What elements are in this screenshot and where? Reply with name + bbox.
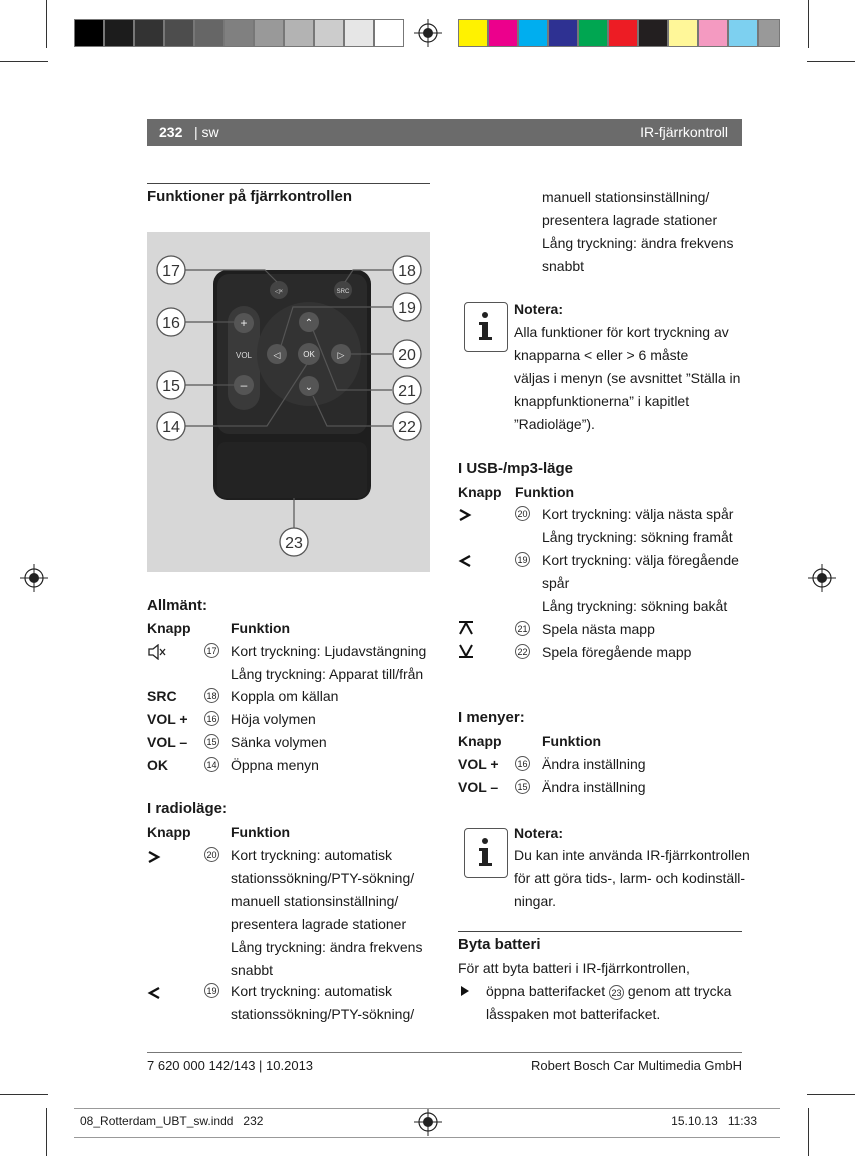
ref-number: 15 <box>515 779 530 794</box>
callout-label: 18 <box>398 263 416 280</box>
mute-icon <box>147 644 167 660</box>
folder-up-icon <box>458 620 474 636</box>
page-header-bar <box>147 119 742 146</box>
column-header-key: Knapp <box>458 733 502 749</box>
body-text: För att byta batteri i IR-fjärrkontrollen, <box>458 960 690 976</box>
callout-label: 22 <box>398 419 416 436</box>
key-label: VOL – <box>147 734 188 750</box>
section-title: IR-fjärrkontroll <box>640 124 728 140</box>
function-text: Öppna menyn <box>231 757 319 773</box>
column-header-key: Knapp <box>458 484 502 500</box>
function-text: snabbt <box>231 962 274 978</box>
key-label: VOL + <box>147 711 188 727</box>
chevron-right-icon <box>458 508 472 522</box>
function-text: Ändra inställning <box>542 779 646 795</box>
svg-text:OK: OK <box>303 350 315 359</box>
ref-number: 15 <box>204 734 219 749</box>
registration-mark-icon <box>20 564 48 592</box>
svg-text:+: + <box>240 316 248 330</box>
footer-company: Robert Bosch Car Multimedia GmbH <box>531 1058 742 1073</box>
function-text: Kort tryckning: välja nästa spår <box>542 506 734 522</box>
svg-text:–: – <box>240 378 248 392</box>
section-rule <box>147 183 430 184</box>
step-text: låsspaken mot batterifacket. <box>486 1006 661 1022</box>
ref-number: 19 <box>204 983 219 998</box>
ref-number: 18 <box>204 688 219 703</box>
continued-text: Lång tryckning: ändra frekvens <box>542 235 734 251</box>
continued-text: manuell stationsinställning/ <box>542 189 710 205</box>
page-number: 232 <box>159 124 183 140</box>
callout-label: 19 <box>398 300 416 317</box>
bullet-arrow-icon <box>460 985 470 997</box>
key-label: SRC <box>147 688 177 704</box>
function-text: Lång tryckning: sökning framåt <box>542 529 733 545</box>
column-header-function: Funktion <box>542 733 602 749</box>
subsection-heading: I radioläge: <box>147 800 228 817</box>
remote-control-figure <box>147 232 430 572</box>
key-label: OK <box>147 757 168 773</box>
ref-number: 21 <box>515 621 530 636</box>
registration-mark-icon <box>808 564 836 592</box>
function-text: stationssökning/PTY-sökning/ <box>231 1006 415 1022</box>
callout-label: 20 <box>398 347 416 364</box>
subsection-heading: I menyer: <box>458 709 525 726</box>
continued-text: snabbt <box>542 258 585 274</box>
function-text: Spela nästa mapp <box>542 621 655 637</box>
svg-text:◁×: ◁× <box>274 289 284 295</box>
note-text: Du kan inte använda IR-fjärrkontrollen <box>514 847 750 863</box>
function-text: Lång tryckning: ändra frekvens <box>231 939 423 955</box>
note-text: Alla funktioner för kort tryckning av <box>514 324 729 340</box>
note-text: väljas i menyn (se avsnittet ”Ställa in <box>514 370 741 386</box>
svg-text:VOL: VOL <box>235 351 253 360</box>
function-text: Kort tryckning: välja föregående <box>542 552 739 568</box>
callout-label: 23 <box>285 535 303 552</box>
function-text: Lång tryckning: Apparat till/från <box>231 666 424 682</box>
note-text: knapparna < eller > 6 måste <box>514 347 689 363</box>
function-text: Kort tryckning: automatisk <box>231 983 393 999</box>
svg-text:◁: ◁ <box>273 350 281 360</box>
callout-label: 16 <box>162 315 180 332</box>
svg-text:⌃: ⌃ <box>304 318 314 329</box>
function-text: spår <box>542 575 570 591</box>
registration-mark-icon <box>414 19 442 47</box>
ref-number: 16 <box>204 711 219 726</box>
callout-label: 14 <box>162 419 180 436</box>
function-text: Höja volymen <box>231 711 316 727</box>
ref-number: 19 <box>515 552 530 567</box>
function-text: Lång tryckning: sökning bakåt <box>542 598 728 614</box>
svg-text:SRC: SRC <box>336 289 350 295</box>
note-title: Notera: <box>514 301 564 317</box>
column-header-function: Funktion <box>231 824 291 840</box>
function-text: Sänka volymen <box>231 734 327 750</box>
function-text: manuell stationsinställning/ <box>231 893 399 909</box>
column-header-function: Funktion <box>515 484 575 500</box>
step-text: öppna batterifacket 23 genom att trycka <box>486 983 732 999</box>
ref-number: 20 <box>204 847 219 862</box>
callout-label: 17 <box>162 263 180 280</box>
chevron-right-icon <box>147 850 161 864</box>
function-text: Kort tryckning: automatisk <box>231 847 393 863</box>
column-header-function: Funktion <box>231 620 291 636</box>
key-label: VOL – <box>458 779 499 795</box>
note-text: ”Radioläge”). <box>514 416 595 432</box>
footer-doc-number: 7 620 000 142/143 | 10.2013 <box>147 1058 314 1073</box>
section-rule <box>458 931 742 932</box>
note-text: ningar. <box>514 893 557 909</box>
footer-rule <box>147 1052 742 1053</box>
ref-number: 16 <box>515 756 530 771</box>
function-text: Koppla om källan <box>231 688 339 704</box>
ref-number: 14 <box>204 757 219 772</box>
info-icon <box>464 302 508 352</box>
callout-label: 21 <box>398 383 416 400</box>
chevron-left-icon <box>147 986 161 1000</box>
column-header-key: Knapp <box>147 620 191 636</box>
ref-number: 22 <box>515 644 530 659</box>
column-header-key: Knapp <box>147 824 191 840</box>
function-text: stationssökning/PTY-sökning/ <box>231 870 415 886</box>
function-text: presentera lagrade stationer <box>231 916 407 932</box>
section-heading: Funktioner på fjärrkontrollen <box>147 188 353 205</box>
ref-number: 17 <box>204 643 219 658</box>
slug-filename: 08_Rotterdam_UBT_sw.indd 232 <box>80 1114 264 1128</box>
function-text: Kort tryckning: Ljudavstängning <box>231 643 427 659</box>
language-code: | sw <box>194 124 219 140</box>
callout-label: 15 <box>162 378 180 395</box>
info-icon <box>464 828 508 878</box>
slug-date: 15.10.13 11:33 <box>671 1114 757 1128</box>
subsection-heading: Allmänt: <box>147 597 207 614</box>
continued-text: presentera lagrade stationer <box>542 212 718 228</box>
note-title: Notera: <box>514 825 564 841</box>
ref-number: 23 <box>609 985 624 1000</box>
folder-down-icon <box>458 643 474 659</box>
svg-text:▷: ▷ <box>337 350 345 360</box>
svg-text:⌄: ⌄ <box>304 382 314 393</box>
note-text: knappfunktionerna” i kapitlet <box>514 393 690 409</box>
chevron-left-icon <box>458 554 472 568</box>
function-text: Ändra inställning <box>542 756 646 772</box>
key-label: VOL + <box>458 756 499 772</box>
subsection-heading: I USB-/mp3-läge <box>458 460 574 477</box>
ref-number: 20 <box>515 506 530 521</box>
note-text: för att göra tids-, larm- och kodinställ- <box>514 870 746 886</box>
function-text: Spela föregående mapp <box>542 644 692 660</box>
section-heading: Byta batteri <box>458 936 541 953</box>
